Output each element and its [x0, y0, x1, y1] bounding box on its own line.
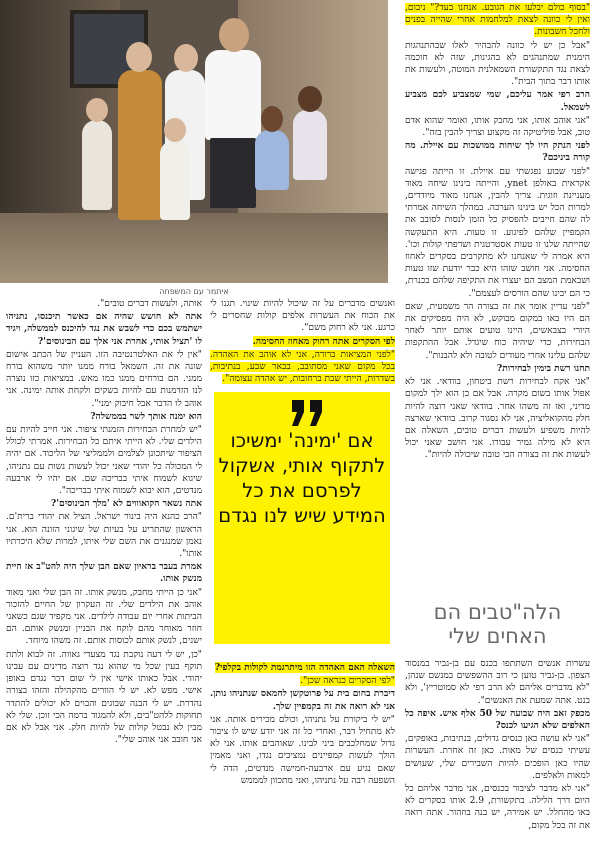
- body-paragraph: "אבל כן יש לי כוונה להבהיר לאלו שבהתנהגות הימנית שמתנהגים לא בהגינות, שזה לא חוכמה לצאת נגד התקשורת השמאלנית המוטה, ולעשות את אותו דבר בתוך הבית".: [405, 40, 590, 88]
- question-paragraph: דיברת בחום בית על פרוטקשן לחמאס שנתניהו נותן. אני לא רואה את זה בקמפיין שלך.: [210, 688, 395, 712]
- figure-girl-dress-head: [261, 106, 283, 132]
- figure-man-legs: [210, 138, 256, 208]
- question-paragraph: הרב רפי אמר עליכם, שמי שמצביע לכם מצביע לשמאל.: [405, 89, 590, 113]
- figure-woman: [118, 70, 162, 220]
- body-paragraph: ואנשים מדברים על זה שיכול להיות שינוי. תגנו לי את הכוח את העשרות אלפים קולות שחסרים לי כרגע. אני לא רחוק משם".: [210, 299, 395, 334]
- question-paragraph: השאלה האם האהדה הזו מיתרגמת לקולות בקלפי?: [214, 662, 395, 673]
- question-paragraph: תחנו רשת בימין לבחירות?: [496, 362, 590, 374]
- figure-small-boy: [160, 140, 190, 220]
- body-paragraph: "יש לי ביקורת על נתניהו, וכולם מכירים אותה. אני לא מתחיל דבר, ואחרי כל זה אני יודע שיש לו ציבור גדול שמחלכבים ביני לבינו. שאוהבים אותו. אני לא הולך לעשות קמפיינים נמציבים נגדו, ואני מאמין שאם נגיע עם ארבעה-חמישה מנדטים, הדה לי השפעה רבה על נתניהו, ואני מתכוון למממש: [210, 714, 395, 786]
- body-paragraph: "לפני שבוע נפגשתי עם איילת. זו הייתה פגישה אקראית באולפן ynet, והייתה בינינו שיחה מאוד מעניינת וזוגית. צריך להבין, אנחנו מאוד מיודדים, למרות הכל יש בינינו הערכה. במהלך השיחה אמרתי לה שהם חייבים להפסיק כל הזמן לנסות לסובב את הקמפיין שלהם לפיגוע. זו טעות. היא התעקשה שהייתה שלנו זו טעות אסטרטגית ושרפתי קולות וכו'. היא אמרה לי שאנחנו לא מתקרבים בסקרים לאחוז החסימה. אני חושב שזהו היא כבר יודעת שזו טעות ושבאמת המצב הם יעצרו את התקיפה שלהם בכנרת, כי הם יבינו שהם הורסים לעצמם".: [405, 166, 590, 299]
- body-paragraph: "לפני המציאות ברורה, אני לא אוהב את האהדה. בכל מקום שאני מסתובב, בבאר שבע, בנתיבות, בשדרות, הייתי שבת ברחובות, יש אהדה עצומה".: [210, 349, 395, 385]
- body-paragraph: "אין לי את האלטרנטיבה הזו. העניין של הכתב אישום שונה את זה. השמאל בורח ממנו יותר משהוא בורח ממני. הם בורחים ממנו כמו מאש. במציאות כזו נוצרה לנו הזדמנות עם להיות בשקים ולקחת אותה ימינה. אני אוהב לו הדבר אבל חיבוק ימני".: [6, 349, 202, 409]
- figure-teen-boy-head: [174, 44, 198, 72]
- question-paragraph: אתה לא חושש שהיה אם כאשר תיכנסו, נתניהו ישתמש בכם כדי לשבש את נגד להיכנס לממשלה, ויגיד לו 'תציל אותי, אחרת אני אלך עם הבינוסים'?: [6, 311, 202, 347]
- column-middle-bottom: [210, 662, 395, 788]
- photo-floor: [0, 213, 388, 283]
- question-paragraph: לפני הנתק היו לך שיחות ממושכות עם איילת. מה קורה ביניכם?: [405, 140, 590, 164]
- question-paragraph: לפי הסקרים אתה רחוק מאחוז החסימה.: [252, 335, 395, 347]
- body-paragraph: אותה, ולעשות דברים טובים".: [97, 299, 202, 309]
- body-paragraph: "אני כן הייתי מחבק, מנשק אותו. זה הבן שלי ואני מאוד אוהב את הילדים שלי. זה העקרון של החיים להזכור הביתות אחרי יום עבודה לילדים. אני מקפיד שגם כשאני חוזר מאוחר מהם לוקח את הבניין ומנשק אותם. הם ישנים, לנשק אותם לכוסות אותם. זה משהו מיוחד.: [6, 587, 202, 647]
- body-paragraph: עשרות אנשים השתתפו בכנס עם בן-גביר במנסוד הצפון. בן-גביר טוען כי רוב ההשפשים במנשם שנהן, "לא מדברים אליהם לא הרב רפי לא סמוטריץ', ולא בנט. אתה שמעת את האנשים".: [405, 659, 590, 706]
- family-photo: [0, 0, 388, 283]
- figure-boy-left: [82, 120, 112, 210]
- column-left: [6, 298, 202, 747]
- body-paragraph: "לפי הסקרים כנראה שכן".: [300, 676, 395, 687]
- pull-quote-text: אם 'ימינה' ימשיכו לתקוף אותי, אשקול לפרסם את כל המידע שיש לנו נגדם: [218, 429, 386, 527]
- figure-boy-left-head: [86, 98, 108, 122]
- column-middle-top: [210, 298, 395, 386]
- figure-girl-right: [293, 110, 327, 180]
- question-paragraph: אתה נשאר הקואוווים לא 'מלך הבינוסים'?: [50, 498, 202, 510]
- question-paragraph: מכפק זאב היה שבועה של 50 אלף איש. איפה כל האלפים שלא הגיעו לכנס?: [405, 707, 590, 732]
- column-right-bottom: [405, 658, 590, 833]
- figure-girl-right-head: [298, 86, 322, 112]
- photo-caption: איתמר עם המשפחה: [159, 287, 229, 296]
- figure-woman-head: [126, 42, 152, 72]
- body-paragraph: "אני אקח לבחירות רשת ביטחון, בוודאי. אני לא אפול אותו בשום מקרה. אבל אם כן הוא ילך למקום מדיני, ואז זה משהו אחר. בוודאי שאני רוצה להיות חלק מהקואליציה, אני לא נסגור קרוב. בוודאי שארצה להיות משפיע ולעשות דברים טובים, השאלה אם היא לא מילה גמיר עבורו. אני חושב שאני יכול לעשות את זה בצורה הכי טובה שיכולה להיות".: [405, 377, 590, 461]
- question-paragraph: אמרת בעבר בראיון שאם הבן שלך היה להט"ב אז היית מנשק אותו.: [6, 561, 202, 585]
- body-paragraph: "הרב כהנא היה בינור ישראל. הציל את יהודי ברית'ם. הראשון שהתריע על בעיות של שיגוני הזונה הוא. אני נאמן שמנגנים את השם שלי איתו, למרות שלא היכרתיו אותו".: [6, 512, 202, 560]
- figure-girl-dress: [255, 130, 289, 190]
- figure-man: [205, 50, 261, 140]
- column-right-top: [405, 2, 590, 463]
- section-title: הלה"טבים הם האחים שלי: [433, 600, 562, 648]
- body-paragraph: "אני אוהב אותו, אני מחבק אותו, ואומר שהוא אדם טוב, אבל פוליטיקה זה מקצוע וצריך להבין בזה".: [405, 115, 590, 139]
- body-paragraph: "אני לא עושה כאן כנסים גדולים, בנתיבות, באופקים, עשיתי כנסים של מאות. כאן זה אחרת. העשרות שהיו כאן הופכים להיות השבירים שלי, שעושים למאות ולאלפים.: [405, 734, 590, 781]
- figure-man-head: [219, 18, 249, 52]
- figure-small-boy-head: [164, 118, 186, 142]
- question-paragraph: הוא ימנה אותך לשר בממשלה?: [90, 410, 202, 422]
- body-paragraph: "כן, יש לי דעה נוקבת נגד מצעדי גאווה. זה לבוא ולתת תוקף בעין שכל מי שהוא נגד רוצה מדינים עם עבינו יהודי. אבל כאותו אישי אין לי שום דבר נגדם באופן אישי. מפש לא. יש לי הוורים מהקהילה והזהו בצורה נהדרת. יש לי הבנה שבוגים והבוים לא יכולים להתדר תחוקות ללהט"בים, ולא להמגוד ברמה הכי זוכן. שלי לא מבין לא נבטל קולות של להיות חלק. אני אבל לא אם אני חובב אני אוהב שלי".: [6, 649, 202, 746]
- body-paragraph: "יש למחרת הבחירות הזמנתי ציפור. אני חייב להיות עם הילדים שלי. לא הייתי איתם כל הבחירות. אמרתי לכולל הציפור שיתכונן לצלמים ולממליצי של הליכוד. אם יהיה לי המכולה כל יהודי שאני יכול לעשות נשות עם נתניהו, שיגוא לשמוח איתי בבריכה שם. אם יהיו לי ארבעה מנדטים, הוא יבוא לשמוח איתי בבריכה".: [6, 425, 202, 497]
- quote-mark-icon: [288, 398, 328, 428]
- body-paragraph: "לפני עדיין אומר את זה בצורה הר משמעית, שאם הם היו באו במקום מבוקש, לא היה מפסיקים את היורי בצבאשים, היינו טועים אותם יותר לאחר הבחירות, כדי שיהיה כוח שיגדל. אבל ההתקפות שלהם עלינו אחרי מעודים לטובה ולא להבנות".: [405, 301, 590, 361]
- body-paragraph: "בסוף כולם יבלעו את הגובע. אנחנו בעד?" ניבום, ואין לי כוונה לצאת למלחמות אחרי שהייה בפנים ולחכל חשבונות.: [405, 3, 590, 38]
- body-paragraph: "אני לא מדבר לציבור בכנסים, אני מדבר אליהם כל היום דרך הלילה. בתקשורת, 2.9 אותו בסקרים לא באו מהחלל. יש אמירה, יש בנה בוזהור. אתה רואה את זה בכל מקום,: [405, 784, 590, 831]
